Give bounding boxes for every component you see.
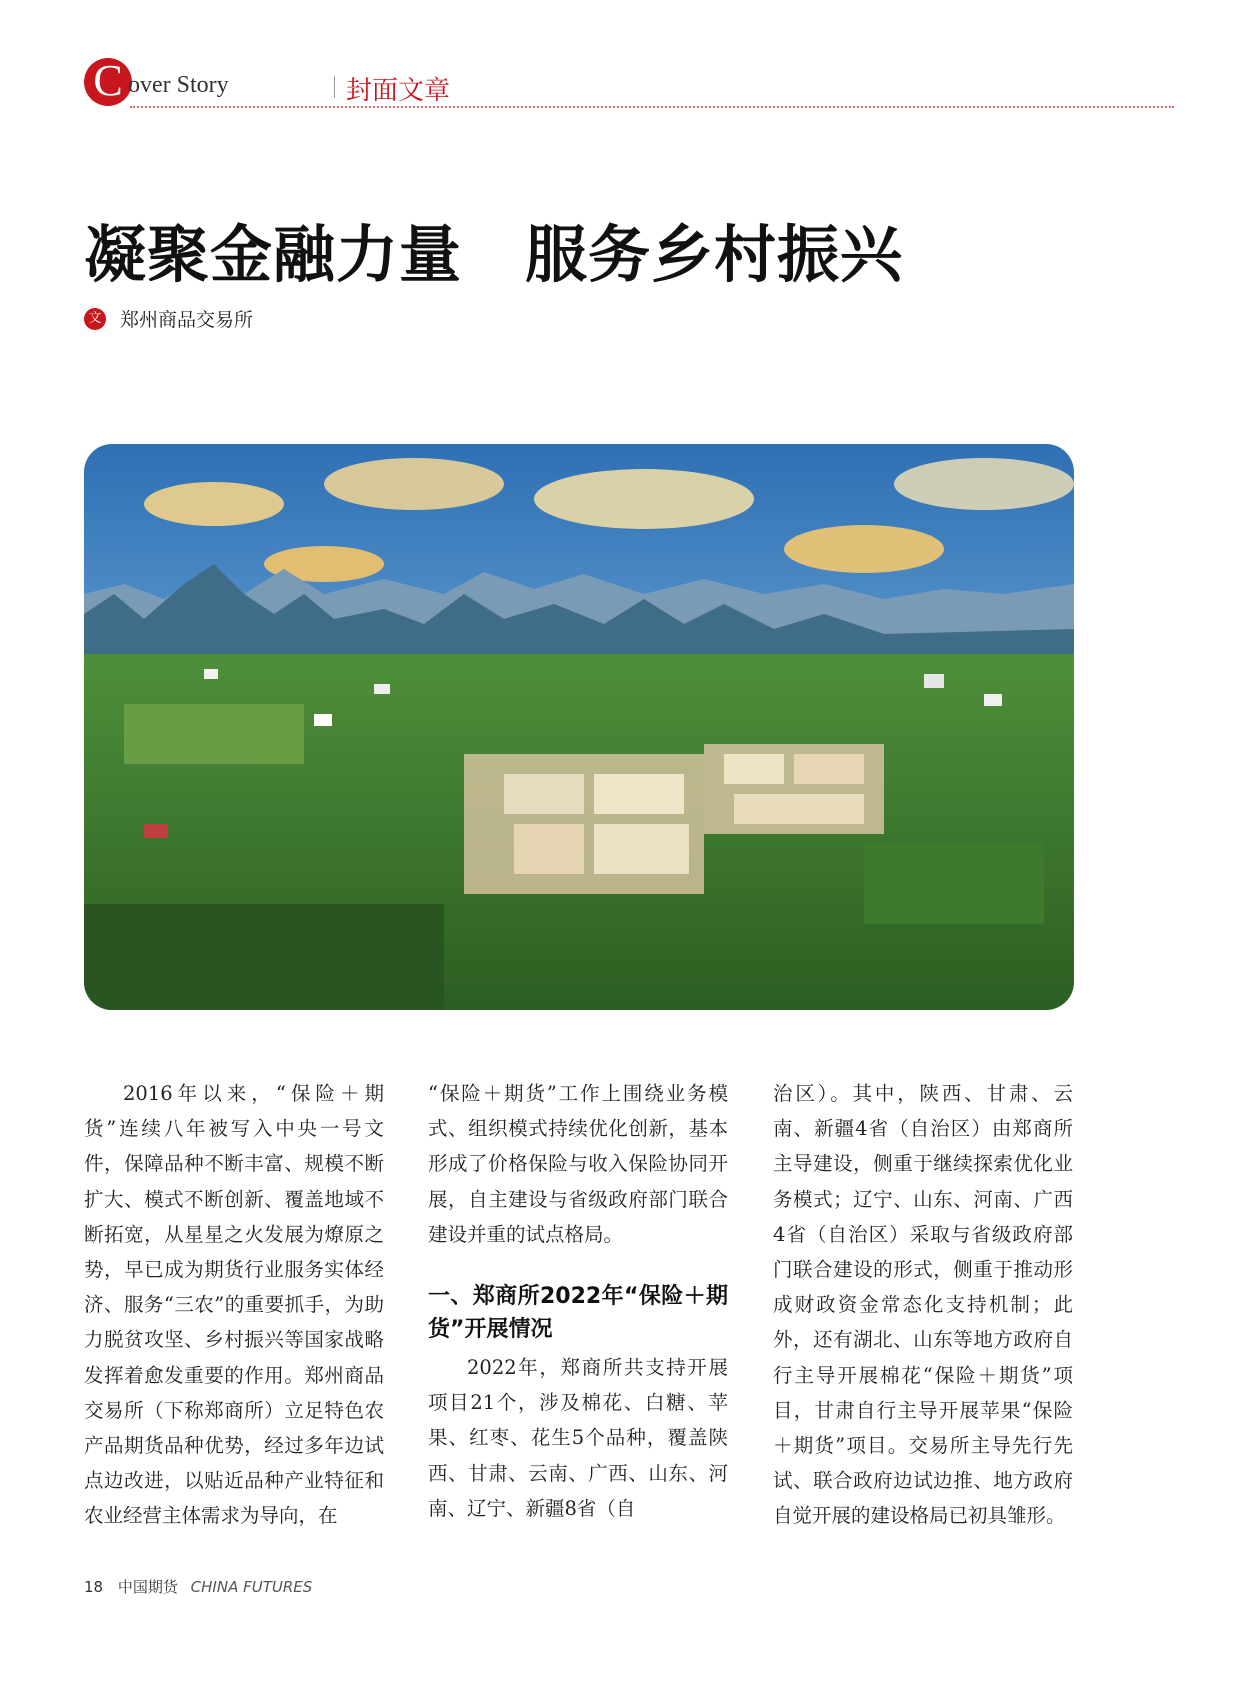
body-column-3 bbox=[773, 1076, 1073, 1534]
cover-story-logo-c: C bbox=[84, 58, 132, 106]
section-label-cn: 封面文章 bbox=[346, 76, 451, 106]
magazine-name-en: CHINA FUTURES bbox=[190, 1578, 313, 1596]
magazine-name-cn: 中国期货 bbox=[117, 1578, 178, 1596]
page-header bbox=[84, 58, 1174, 114]
author-name: 郑州商品交易所 bbox=[120, 309, 254, 331]
article-title: 凝聚金融力量 服务乡村振兴 bbox=[84, 218, 904, 291]
body-column-1 bbox=[84, 1076, 384, 1534]
section-label-en: over Story bbox=[128, 72, 229, 98]
body-paragraph: “保险＋期货”工作上围绕业务模式、组织模式持续优化创新，基本形成了价格保险与收入保险协同开展，自主建设与省级政府部门联合建设并重的试点格局。 bbox=[428, 1082, 728, 1246]
body-column-2 bbox=[428, 1076, 728, 1526]
author-marker-icon: 文 bbox=[84, 308, 106, 330]
landscape-photo-icon bbox=[84, 444, 1074, 1010]
body-paragraph: 2016年以来，“保险＋期货”连续八年被写入中央一号文件，保障品种不断丰富、规模不断扩大、模式不断创新、覆盖地域不断拓宽，从星星之火发展为燎原之势，早已成为期货行业服务实体经济、服务“三农”的重要抓手，为助力脱贫攻坚、乡村振兴等国家战略发挥着愈发重要的作用。郑州商品交易所（下称郑商所）立足特色农产品期货品种优势，经过多年边试点边改进，以贴近品种产业特征和农业经营主体需求为导向，在 bbox=[84, 1082, 384, 1528]
page-footer bbox=[84, 1576, 312, 1597]
body-paragraph: 2022年，郑商所共支持开展项目21个，涉及棉花、白糖、苹果、红枣、花生5个品种，覆盖陕西、甘肃、云南、广西、山东、河南、辽宁、新疆8省（自 bbox=[428, 1356, 728, 1520]
header-divider bbox=[334, 76, 335, 98]
cover-photo bbox=[84, 444, 1074, 1010]
page-number: 18 bbox=[84, 1578, 104, 1596]
header-dotted-rule bbox=[130, 106, 1174, 108]
body-paragraph: 治区）。其中，陕西、甘肃、云南、新疆4省（自治区）由郑商所主导建设，侧重于继续探索优化业务模式；辽宁、山东、河南、广西4省（自治区）采取与省级政府部门联合建设的形式，侧重于推动形成财政资金常态化支持机制；此外，还有湖北、山东等地方政府自行主导开展棉花“保险＋期货”项目，甘肃自行主导开展苹果“保险＋期货”项目。交易所主导先行先试、联合政府边试边推、地方政府自觉开展的建设格局已初具雏形。 bbox=[773, 1082, 1073, 1528]
section-heading: 一、郑商所2022年“保险＋期货”开展情况 bbox=[428, 1284, 728, 1343]
article-byline bbox=[84, 305, 253, 332]
